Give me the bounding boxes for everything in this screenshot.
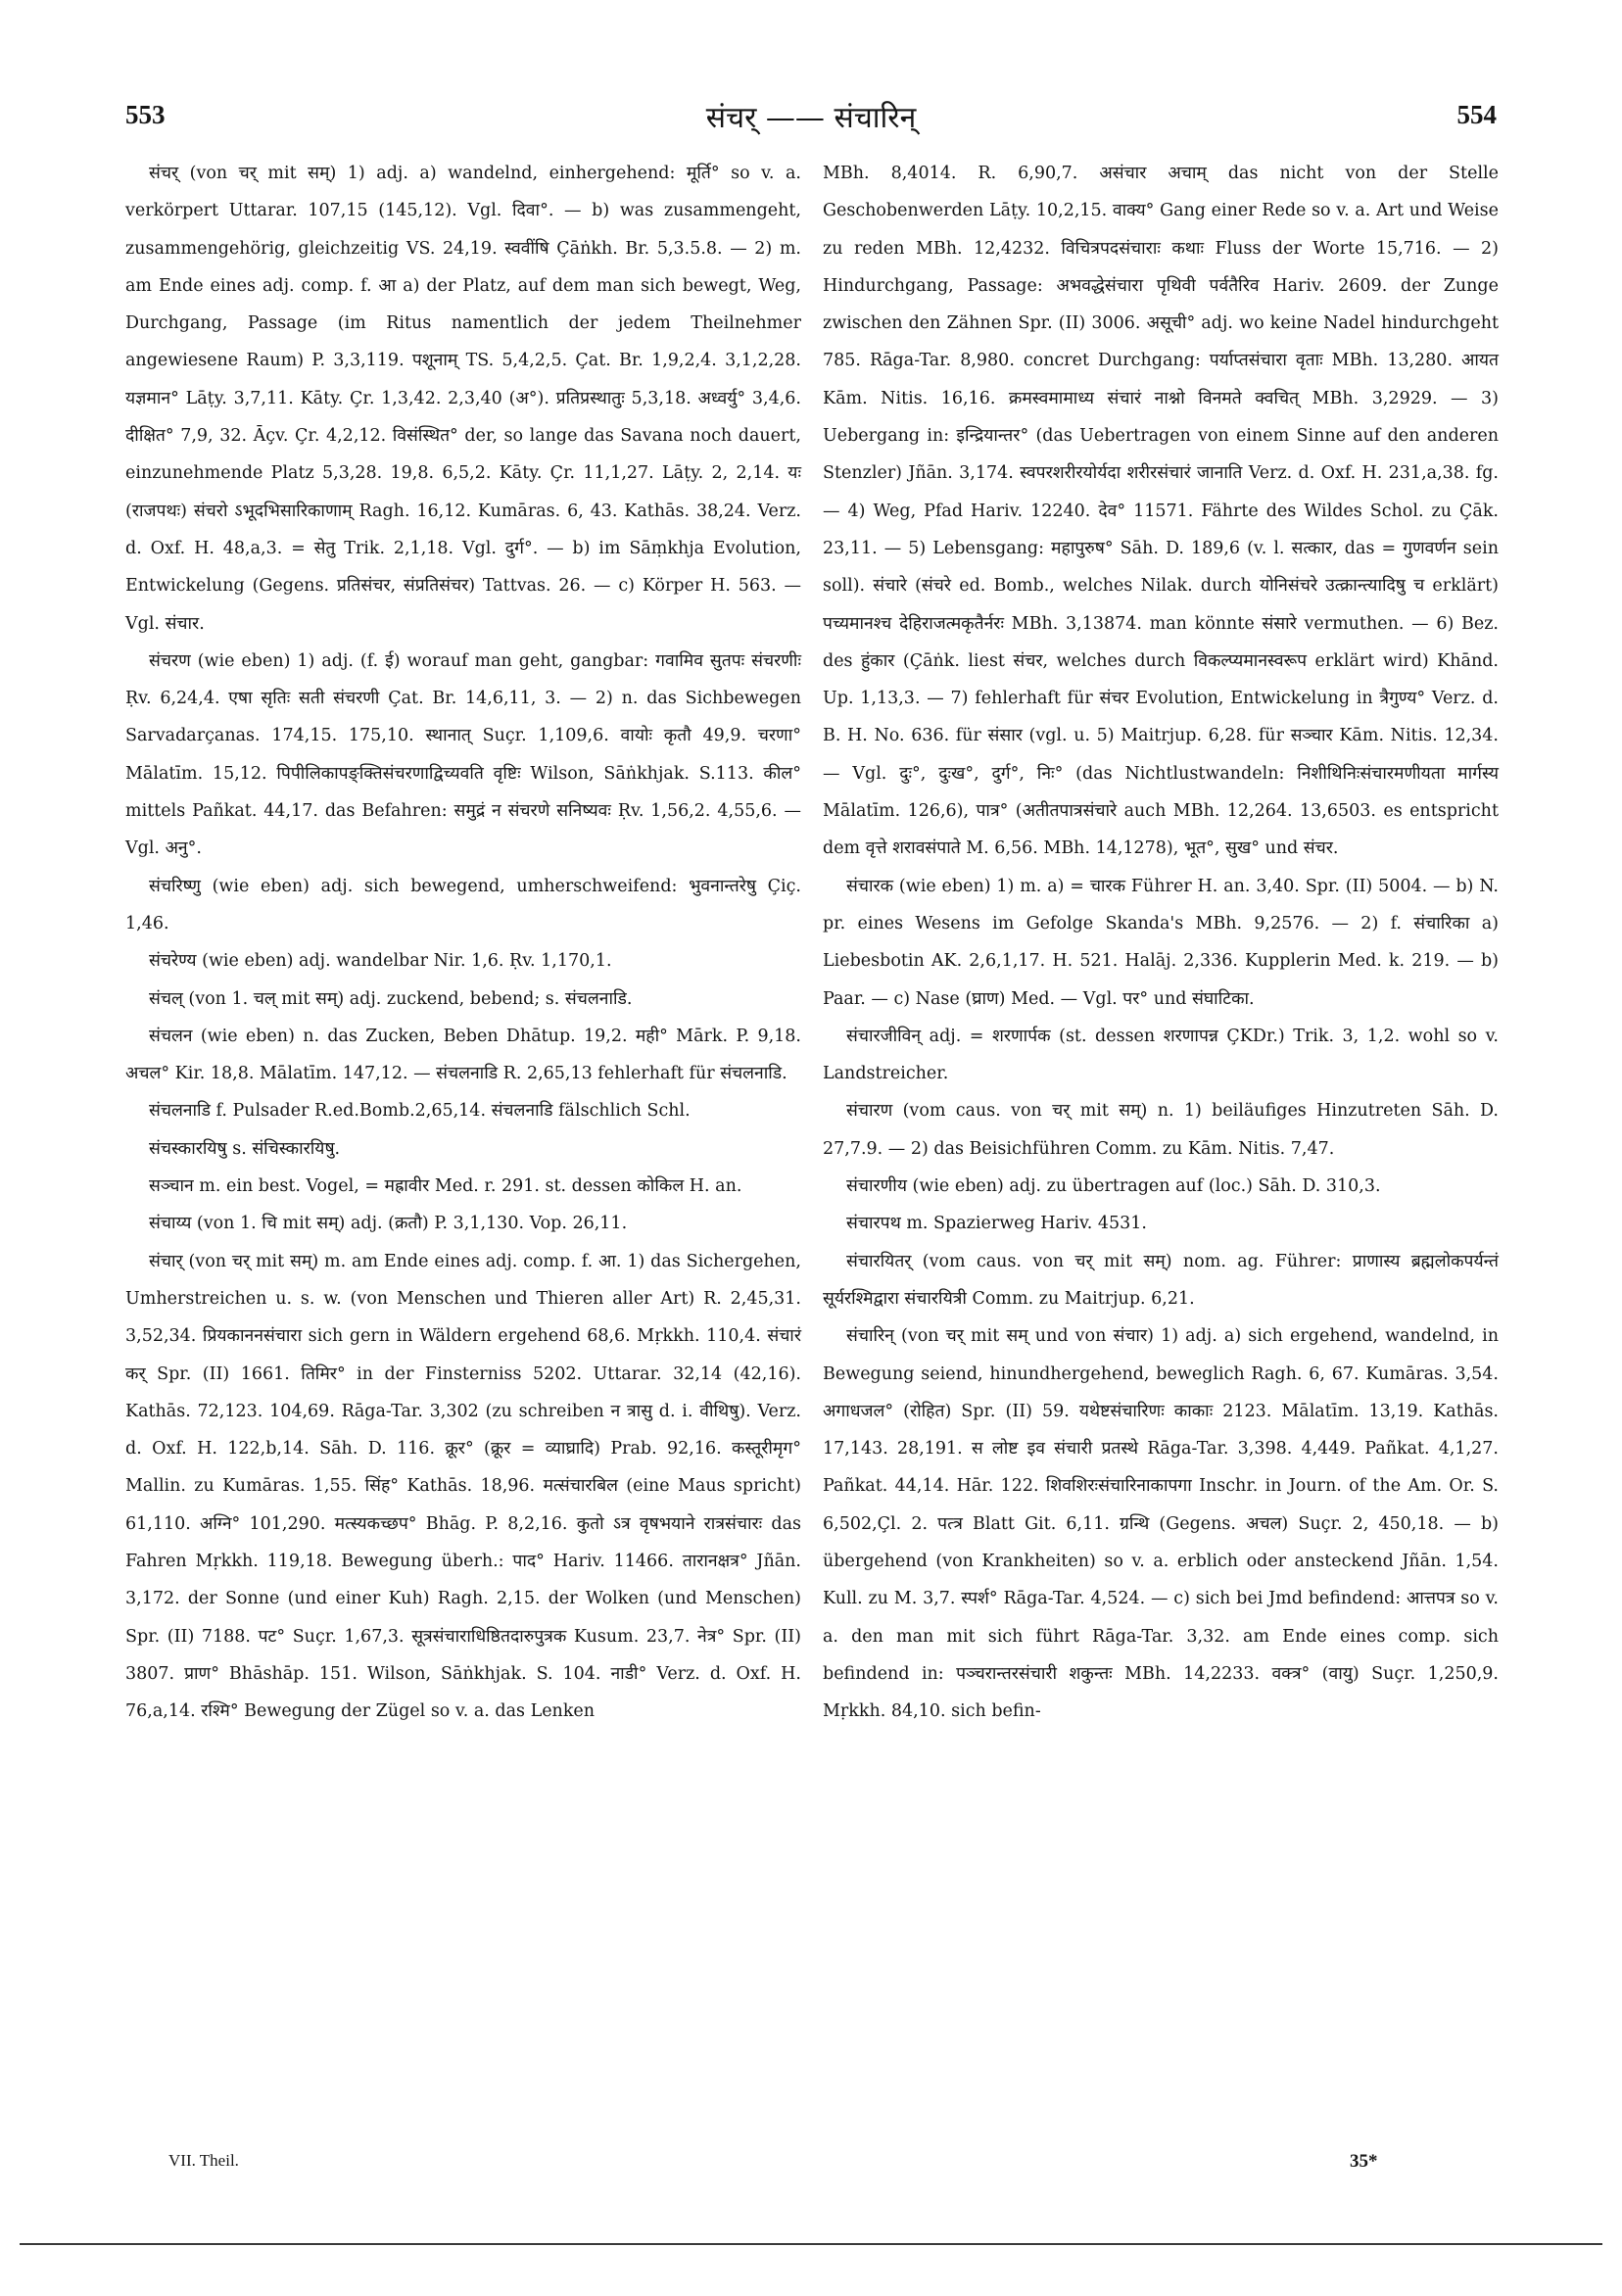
left-column [125, 155, 801, 1730]
entry-samcarajivin: संचारजीविन् adj. = शरणार्पक (st. dessen शरणापन्न ÇKDr.) Trik. 3, 1,2. wohl so v. Landstreicher. [823, 1026, 1499, 1084]
entry-samcaraniya: संचारणीय (wie eben) adj. zu übertragen auf (loc.) Sāh. D. 310,3. [846, 1176, 1381, 1197]
entry-samcarana: संचरण (wie eben) 1) adj. (f. ई) worauf man geht, gangbar: गवामिव सुतपः संचरणीः Ṛv. 6,24,4. एषा सृतिः सती संचरणी Çat. Br. 14,6,11, 3. — 2) n. das Sichbewegen Sarvadarçanas. 174,15. 175,10. स्थानात् Suçr. 1,109,6. वायोः कृतौ 49,9. चरणा° Mālatīm. 15,12. पिपीलिकापङ्क्तिसंचरणाद्विच्यवति वृष्टिः Wilson, Sāṅkhjak. S.113. कील° mittels Pañkat. 44,17. das Befahren: समुद्रं न संचरणे सनिष्यवः Ṛv. 1,56,2. 4,55,6. — Vgl. अनु°. [125, 650, 801, 859]
entry-samcaskarayishu: संचस्कारयिषु s. संचिस्कारयिषु. [149, 1138, 341, 1159]
running-header [125, 100, 1497, 139]
volume-label: VII. Theil. [168, 2151, 239, 2170]
page-footer [125, 2151, 1497, 2180]
entry-samcar: संचर् (von चर् mit सम्) 1) adj. a) wandelnd, einhergehend: मूर्ति° so v. a. verkörpert Uttarar. 107,15 (145,12). Vgl. दिवा°. — b) was zusammengeht, zusammengehörig, gleichzeitig VS. 24,19. स्ववींषि Çāṅkh. Br. 5,3.5.8. — 2) m. am Ende eines adj. comp. f. आ a) der Platz, auf dem man sich bewegt, Weg, Durchgang, Passage (im Ritus namentlich der jedem Theilnehmer angewiesene Raum) P. 3,3,119. पशूनाम् TS. 5,4,2,5. Çat. Br. 1,9,2,4. 3,1,2,28. यज्ञमान° Lāṭy. 3,7,11. Kāty. Çr. 1,3,42. 2,3,40 (अ°). प्रतिप्रस्थातुः 5,3,18. अध्वर्यु° 3,4,6. दीक्षित° 7,9, 32. Āçv. Çr. 4,2,12. विसंस्थित° der, so lange das Savana noch dauert, einzunehmende Platz 5,3,28. 19,8. 6,5,2. Kāty. Çr. 11,1,27. Lāṭy. 2, 2,14. यः (राजपथः) संचरो ऽभूदभिसारिकाणाम् Ragh. 16,12. Kumāras. 6, 43. Kathās. 38,24. Verz. d. Oxf. H. 48,a,3. = सेतु Trik. 2,1,18. Vgl. दुर्ग°. — b) im Sāṃkhja Evolution, Entwickelung (Gegens. प्रतिसंचर, संप्रतिसंचर) Tattvas. 26. — c) Körper H. 563. — Vgl. संचार. [125, 164, 801, 634]
entry-samcarin: संचारिन् (von चर् mit सम् und von संचार) 1) adj. a) sich ergehend, wandelnd, in Bewegung seiend, hinundhergehend, beweglich Ragh. 6, 67. Kumāras. 3,54. अगाधजल° (रोहित) Spr. (II) 59. यथेष्टसंचारिणः काकाः 2123. Mālatīm. 13,19. Kathās. 17,143. 28,191. स लोष्ट इव संचारी प्रतस्थे Rāga-Tar. 3,398. 4,449. Pañkat. 4,1,27. Pañkat. 44,14. Hār. 122. शिवशिरःसंचारिनाकापगा Inschr. in Journ. of the Am. Or. S. 6,502,Çl. 2. पत्त्र Blatt Git. 6,11. ग्रन्थि (Gegens. अचल) Suçr. 2, 450,18. — b) übergehend (von Krankheiten) so v. a. erblich oder ansteckend Jñān. 1,54. Kull. zu M. 3,7. स्पर्श° Rāga-Tar. 4,524. — c) sich bei Jmd befindend: आत्तपत्र so v. a. den man mit sich führt Rāga-Tar. 3,32. am Ende eines comp. sich befindend in: पञ्चरान्तरसंचारी शकुन्तः MBh. 14,2233. वक्त्र° (वायु) Suçr. 1,250,9. Mṛkkh. 84,10. sich befin- [823, 1326, 1499, 1722]
page-number-left: 553 [125, 100, 166, 129]
entry-samcaraka: संचारक (wie eben) 1) m. a) = चारक Führer H. an. 3,40. Spr. (II) 5004. — b) N. pr. eines Wesens im Gefolge Skanda's MBh. 9,2576. — 2) f. संचारिका a) Liebesbotin AK. 2,6,1,17. H. 521. Halāj. 2,336. Kupplerin Med. k. 219. — b) Paar. — c) Nase (घ्राण) Med. — Vgl. पर° und संघाटिका. [823, 876, 1499, 1009]
entry-samcalana: संचलन (wie eben) n. das Zucken, Beben Dhātup. 19,2. मही° Mārk. P. 9,18. अचल° Kir. 18,8. Mālatīm. 147,12. — संचलनाडि R. 2,65,13 fehlerhaft für संचलनाडि. [125, 1026, 801, 1084]
right-column [823, 155, 1499, 1730]
entry-samcarana-caus: संचारण (vom caus. von चर् mit सम्) n. 1) beiläufiges Hinzutreten Sāh. D. 27,7.9. — 2) das Beisichführen Comm. zu Kām. Nitis. 7,47. [823, 1101, 1499, 1159]
signature-mark: 35* [1350, 2151, 1378, 2172]
entry-samcalanadi: संचलनाडि f. Pulsader R.ed.Bomb.2,65,14. संचलनाडि fälschlich Schl. [149, 1101, 691, 1122]
entry-samcarishnu: संचरिष्णु (wie eben) adj. sich bewegend, umherschweifend: भुवनान्तरेषु Çiç. 1,46. [125, 876, 801, 933]
headword-range-title: संचर् —— संचारिन् [705, 101, 917, 135]
entry-samcal: संचल् (von 1. चल् mit सम्) adj. zuckend, bebend; s. संचलनाडि. [149, 988, 633, 1009]
entry-samcara: संचार् (von चर् mit सम्) m. am Ende eines adj. comp. f. आ. 1) das Sichergehen, Umherstreichen u. s. w. (von Menschen und Thieren aller Art) R. 2,45,31. 3,52,34. प्रियकाननसंचारा sich gern in Wäldern ergehend 68,6. Mṛkkh. 110,4. संचारं कर् Spr. (II) 1661. तिमिर° in der Finsterniss 5202. Uttarar. 32,14 (42,16). Kathās. 72,123. 104,69. Rāga-Tar. 3,302 (zu schreiben न त्रासु d. i. वीथिषु). Verz. d. Oxf. H. 122,b,14. Sāh. D. 116. क्रूर° (क्रूर = व्याघ्रादि) Prab. 92,16. कस्तूरीमृग° Mallin. zu Kumāras. 1,55. सिंह° Kathās. 18,96. मत्संचारबिल (eine Maus spricht) 61,110. अग्नि° 101,290. मत्स्यकच्छप° Bhāg. P. 8,2,16. कुतो ऽत्र वृषभयाने रात्रसंचारः das Fahren Mṛkkh. 119,18. Bewegung überh.: पाद° Hariv. 11466. तारानक्षत्र° Jñān. 3,172. der Sonne (und einer Kuh) Ragh. 2,15. der Wolken (und Menschen) Spr. (II) 7188. पट° Suçr. 1,67,3. सूत्रसंचाराधिष्ठितदारुपुत्रक Kusum. 23,7. नेत्र° Spr. (II) 3807. प्राण° Bhāshāp. 151. Wilson, Sāṅkhjak. S. 104. नाडी° Verz. d. Oxf. H. 76,a,14. रश्मि° Bewegung der Zügel so v. a. das Lenken [125, 1251, 801, 1722]
entry-samcayya: संचाय्य (von 1. चि mit सम्) adj. (क्रतौ) P. 3,1,130. Vop. 26,11. [149, 1214, 628, 1234]
page-number-right: 554 [1456, 100, 1497, 129]
entry-samcarenya: संचरेण्य (wie eben) adj. wandelbar Nir. 1,6. Ṛv. 1,170,1. [149, 951, 612, 972]
entry-samcarapatha: संचारपथ m. Spazierweg Hariv. 4531. [846, 1214, 1147, 1234]
entry-samcarayitar: संचारयितर् (vom caus. von चर् mit सम्) nom. ag. Führer: प्राणास्य ब्रह्मलोकपर्यन्तं सूर्यरश्मिद्वारा संचारयित्री Comm. zu Maitrjup. 6,21. [823, 1251, 1499, 1309]
entry-sancana: सञ्चान m. ein best. Vogel, = मह्रावीर Med. r. 291. st. dessen कोकिल H. an. [149, 1176, 742, 1197]
bottom-rule [20, 2243, 1602, 2245]
entry-samcara-continued: MBh. 8,4014. R. 6,90,7. असंचार अचाम् das nicht von der Stelle Geschobenwerden Lāṭy. 10,2,15. वाक्य° Gang einer Rede so v. a. Art und Weise zu reden MBh. 12,4232. विचित्रपदसंचाराः कथाः Fluss der Worte 15,716. — 2) Hindurchgang, Passage: अभवद्धेसंचारा पृथिवी पर्वतैरिव Hariv. 2609. der Zunge zwischen den Zähnen Spr. (II) 3006. असूची° adj. wo keine Nadel hindurchgeht 785. Rāga-Tar. 8,980. concret Durchgang: पर्याप्तसंचारा वृताः MBh. 13,280. आयत Kām. Nitis. 16,16. क्रमस्वमामाध्य संचारं नाश्नो विनमते क्वचित् MBh. 3,2929. — 3) Uebergang in: इन्द्रियान्तर° (das Uebertragen von einem Sinne auf den anderen Stenzler) Jñān. 3,174. स्वपरशरीरयोर्यदा शरीरसंचारं जानाति Verz. d. Oxf. H. 231,a,38. fg. — 4) Weg, Pfad Hariv. 12240. देव° 11571. Fährte des Wildes Schol. zu Çāk. 23,11. — 5) Lebensgang: महापुरुष° Sāh. D. 189,6 (v. l. सत्कार, das = गुणवर्णन sein soll). संचारे (संचरे ed. Bomb., welches Nilak. durch योनिसंचरे उत्क्रान्त्यादिषु च erklärt) पच्यमानश्च देहिराजत्मकृतैर्नरः MBh. 3,13874. man könnte संसारे vermuthen. — 6) Bez. des हुंकार (Çāṅk. liest संचर, welches durch विकल्प्यमानस्वरूप erklärt wird) Khānd. Up. 1,13,3. — 7) fehlerhaft für संचर Evolution, Entwickelung in त्रैगुण्य° Verz. d. B. H. No. 636. für संसार (vgl. u. 5) Maitrjup. 6,28. für सञ्चार Kām. Nitis. 12,34. — Vgl. दुः°, दुःख°, दुर्ग°, निः° (das Nichtlustwandeln: निशीथिनिःसंचारमणीयता मार्गस्य Mālatīm. 126,6), पात्र° (अतीतपात्रसंचारे auch MBh. 12,264. 13,6503. es entspricht dem वृत्ते शरावसंपाते M. 6,56. MBh. 14,1278), भूत°, सुख° und संचर. [823, 164, 1499, 859]
